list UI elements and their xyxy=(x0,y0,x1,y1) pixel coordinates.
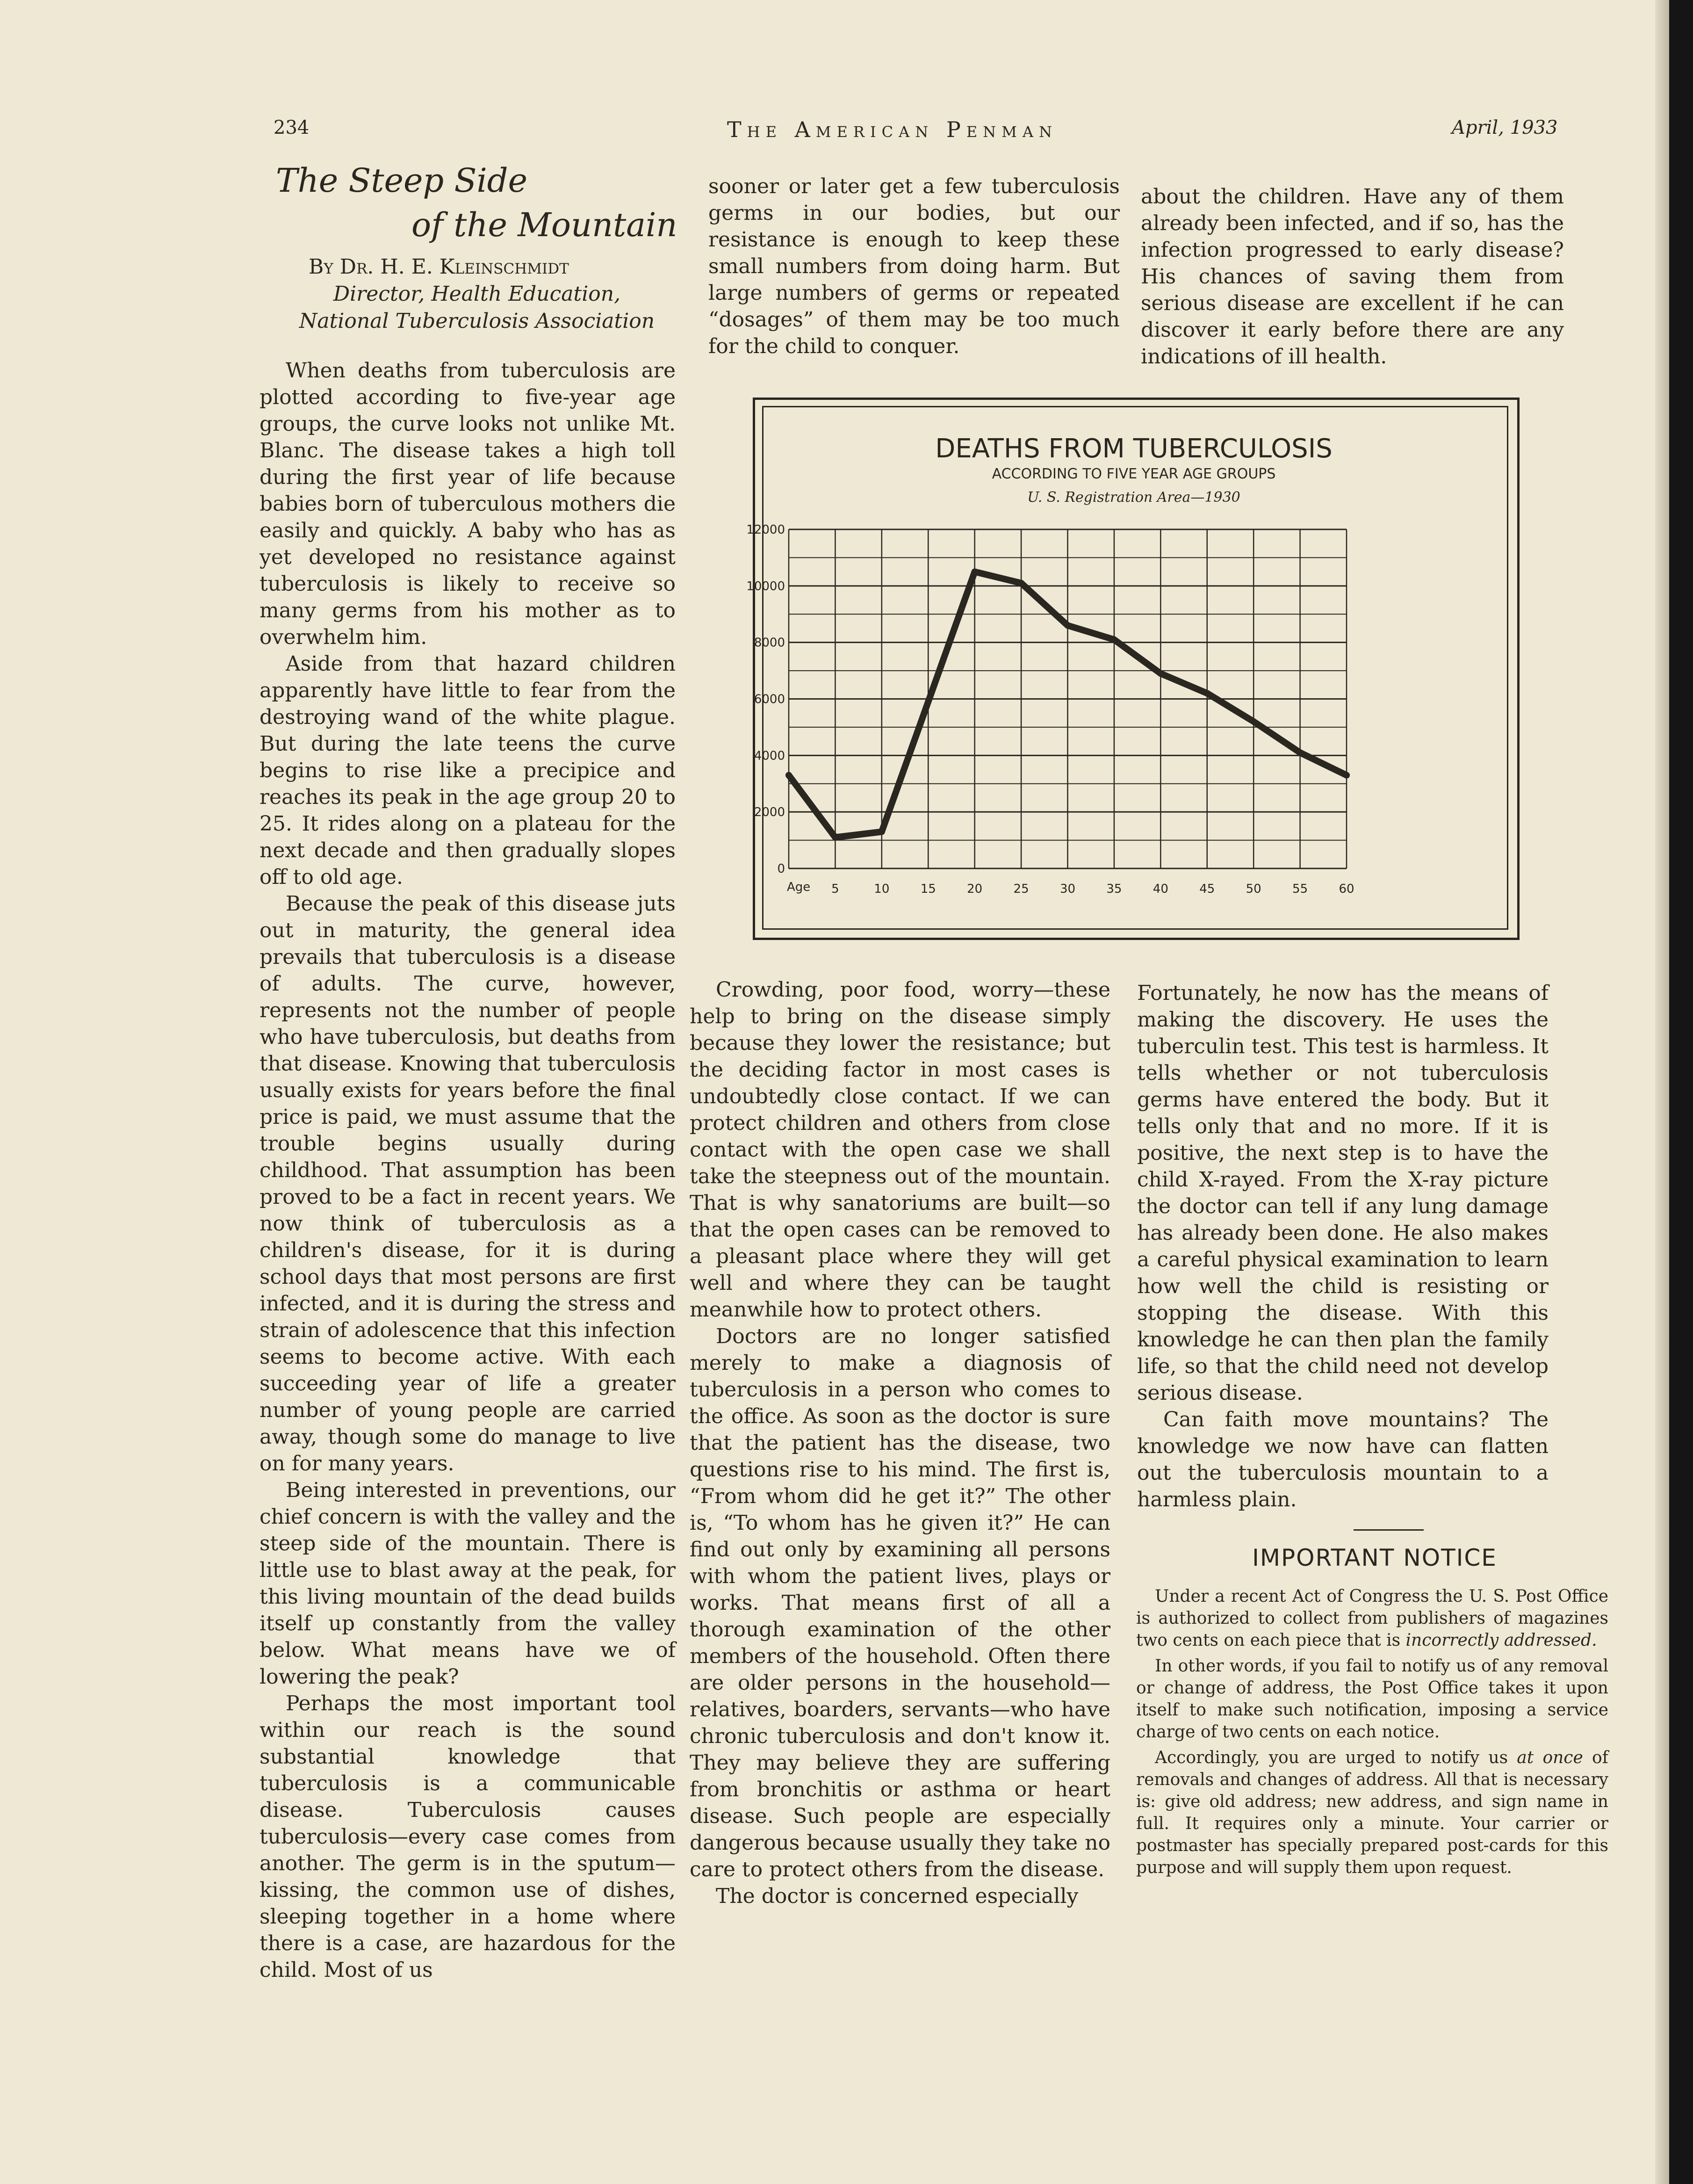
article-title-line2: of the Mountain xyxy=(411,206,677,244)
x-tick-label: 15 xyxy=(920,882,936,896)
data-point xyxy=(1250,718,1257,725)
data-point xyxy=(1204,690,1210,696)
data-point xyxy=(879,828,885,835)
paragraph: Crowding, poor food, worry—these help to bring on the disease simply because they lower the resistance; but the deciding factor in most cases is undoubtedly close contact. If we can protect children and others from close contact with the open case we shall take the steepness out of the mountain. That is why sanatoriums are built—so that the open cases can be removed to a pleasant place where they will get well and where they can be taught meanwhile how to protect others. xyxy=(690,978,1110,1322)
notice-emphasis: incorrectly addressed. xyxy=(1405,1631,1597,1650)
scanner-edge xyxy=(1669,0,1693,2184)
x-tick-label: 10 xyxy=(874,882,890,896)
data-point xyxy=(972,569,978,575)
page-spine-shadow xyxy=(1655,0,1669,2184)
paragraph: Because the peak of this disease juts out in maturity, the general idea prevails that tuberculosis is a disease of adults. The curve, however, represents not the number of people who have tuberculosis, but deaths from that disease. Knowing that tuberculosis usually exists for years before the final price is paid, we must assume that the trouble begins usually during childhood. That assumption has been proved to be a fact in recent years. We now think of tuberculosis as a children's disease, for it is during school days that most persons are first infected, and it is during the stress and strain of adolescence that this infection seems to become active. With each succeeding year of life a greater number of young people are carried away, though some do manage to live on for many years. xyxy=(259,892,676,1475)
data-point xyxy=(785,772,792,779)
article-title-line1: The Steep Side xyxy=(276,161,528,200)
affiliation-line1: Director, Health Education, xyxy=(333,282,621,306)
data-point xyxy=(832,834,838,841)
x-tick-label: 50 xyxy=(1246,882,1261,896)
paragraph: When deaths from tuberculosis are plotted according to five-year age groups, the curve looks not unlike Mt. Blanc. The disease takes a high toll during the first year of life because babies born of tuberculous mothers die easily and quickly. A baby who has as yet developed no resistance against tuberculosis is likely to receive so many germs from his mother as to overwhelm him. xyxy=(259,359,676,649)
page-number: 234 xyxy=(274,117,310,138)
paragraph: Perhaps the most important tool within our reach is the sound substantial knowledge that tuberculosis is a communicable disease. Tuberculosis causes tuberculosis—every case comes from another. The germ is in the sputum—kissing, the common use of dishes, sleeping together in a home where there is a case, are hazardous for the child. Most of us xyxy=(259,1692,676,1982)
data-point xyxy=(1018,580,1024,586)
affiliation-line2: National Tuberculosis Association xyxy=(299,309,655,333)
notice-text: Under a recent Act of Congress the U. S. Post Office is authorized to collect from publishers of magazines two cents on each piece that is xyxy=(1136,1587,1608,1650)
notice-emphasis: at once xyxy=(1517,1748,1583,1767)
chart-subtitle: ACCORDING TO FIVE YEAR AGE GROUPS xyxy=(992,466,1276,482)
y-tick-label: 10000 xyxy=(746,579,785,593)
data-point xyxy=(1157,670,1164,677)
paragraph: Being interested in preventions, our chief concern is with the valley and the steep side of the mountain. There is little use to blast away at the peak, for this living mountain of the dead builds itself up constantly from the valley below. What means have we of lowering the peak? xyxy=(259,1478,676,1689)
data-point xyxy=(1343,772,1350,779)
x-tick-label: 60 xyxy=(1339,882,1354,896)
x-tick-label: 35 xyxy=(1106,882,1122,896)
data-point xyxy=(1297,749,1304,756)
y-tick-label: 2000 xyxy=(754,805,785,820)
x-tick-label: 5 xyxy=(831,882,839,896)
data-point xyxy=(925,699,931,705)
notice-text: of removals and changes of address. All that is necessary is: give old address; new address, and sign name in full. It requires only a minute. Your carrier or postmaster has specially prepared post-cards for this purpose and will supply them upon request. xyxy=(1136,1748,1608,1877)
paragraph: The doctor is concerned especially xyxy=(716,1884,1079,1908)
x-axis-label: Age xyxy=(787,880,811,894)
x-tick-label: 45 xyxy=(1199,882,1215,896)
paragraph: Fortunately, he now has the means of making the discovery. He uses the tuberculin test. This test is harmless. It tells whether or not tuberculosis germs have entered the body. But it tells only that and no more. If it is positive, the next step is to have the child X-rayed. From the X-ray picture the doctor can tell if any lung damage has already been done. He also makes a careful physical examination to learn how well the child is resisting or stopping the disease. With this knowledge he can then plan the family life, so that the child need not develop serious disease. xyxy=(1137,981,1549,1405)
x-tick-label: 30 xyxy=(1059,882,1076,896)
column-2-top xyxy=(708,173,1120,360)
chart-grid xyxy=(789,529,1347,868)
x-tick-label: 25 xyxy=(1013,882,1029,896)
column-3-top xyxy=(1141,183,1564,370)
paragraph: sooner or later get a few tuberculosis germs in our bodies, but our resistance is enough to keep these small numbers from doing harm. But large numbers of germs or repeated “dosages” of them may be too much for the child to conquer. xyxy=(708,174,1120,358)
data-point xyxy=(1065,622,1071,629)
notice-title: IMPORTANT NOTICE xyxy=(1252,1544,1497,1571)
column-3-bottom xyxy=(1137,980,1549,1513)
x-tick-label: 20 xyxy=(967,882,983,896)
y-tick-label: 6000 xyxy=(754,692,785,707)
notice-paragraph-1 xyxy=(1136,1585,1608,1651)
notice-body xyxy=(1136,1585,1608,1882)
tuberculosis-chart xyxy=(746,402,1508,931)
y-tick-label: 0 xyxy=(777,862,785,876)
y-tick-label: 4000 xyxy=(754,749,785,763)
divider-rule xyxy=(1354,1529,1424,1531)
notice-paragraph-3 xyxy=(1136,1747,1608,1879)
paragraph: Doctors are no longer satisfied merely to make a diagnosis of tuberculosis in a person who comes to the office. As soon as the doctor is sure that the patient has the disease, two questions rise to his mind. The first is, “From whom did he get it?” The other is, “To whom has he given it?” He can find out only by examining all persons with whom the patient lives, plays or works. That means first of all a thorough examination of the other members of the household. Often there are older persons in the household—relatives, boarders, servants—who have chronic tuberculosis and don't know it. They may believe they are suffering from bronchitis or asthma or heart disease. Such people are especially dangerous because usually they take no care to protect others from the disease. xyxy=(690,1324,1110,1881)
notice-text: Accordingly, you are urged to notify us xyxy=(1155,1748,1517,1767)
journal-title-text: The American Penman xyxy=(727,117,1058,142)
x-tick-label: 55 xyxy=(1292,882,1308,896)
paragraph: about the children. Have any of them already been infected, and if so, has the infection progressed to early disease? His chances of saving them from serious disease are excellent if he can discover it early before there are any indications of ill health. xyxy=(1141,185,1564,369)
data-point xyxy=(1111,636,1117,643)
chart-title: DEATHS FROM TUBERCULOSIS xyxy=(935,434,1333,464)
notice-paragraph-2: In other words, if you fail to notify us of any removal or change of address, the Post Office takes it upon itself to make such notification, imposing a service charge of two cents on each notice. xyxy=(1136,1656,1608,1742)
paragraph: Can faith move mountains? The knowledge we now have can flatten out the tuberculosis mountain to a harmless plain. xyxy=(1137,1408,1549,1511)
issue-date: April, 1933 xyxy=(1452,117,1558,138)
y-tick-label: 8000 xyxy=(754,636,785,650)
x-tick-label: 40 xyxy=(1153,882,1168,896)
y-tick-label: 12000 xyxy=(746,523,785,537)
column-2-bottom xyxy=(690,976,1110,1909)
column-1 xyxy=(259,357,676,1983)
byline: By Dr. H. E. Kleinschmidt xyxy=(309,255,569,279)
x-axis xyxy=(831,882,1354,896)
affiliation xyxy=(281,281,673,335)
paragraph: Aside from that hazard children apparently have little to fear from the destroying wand of the white plague. But during the late teens the curve begins to rise like a precipice and reaches its peak in the age group 20 to 25. It rides along on a plateau for the next decade and then gradually slopes off to old age. xyxy=(259,652,676,889)
journal-title xyxy=(727,117,1058,142)
chart-source: U. S. Registration Area—1930 xyxy=(1027,489,1240,506)
